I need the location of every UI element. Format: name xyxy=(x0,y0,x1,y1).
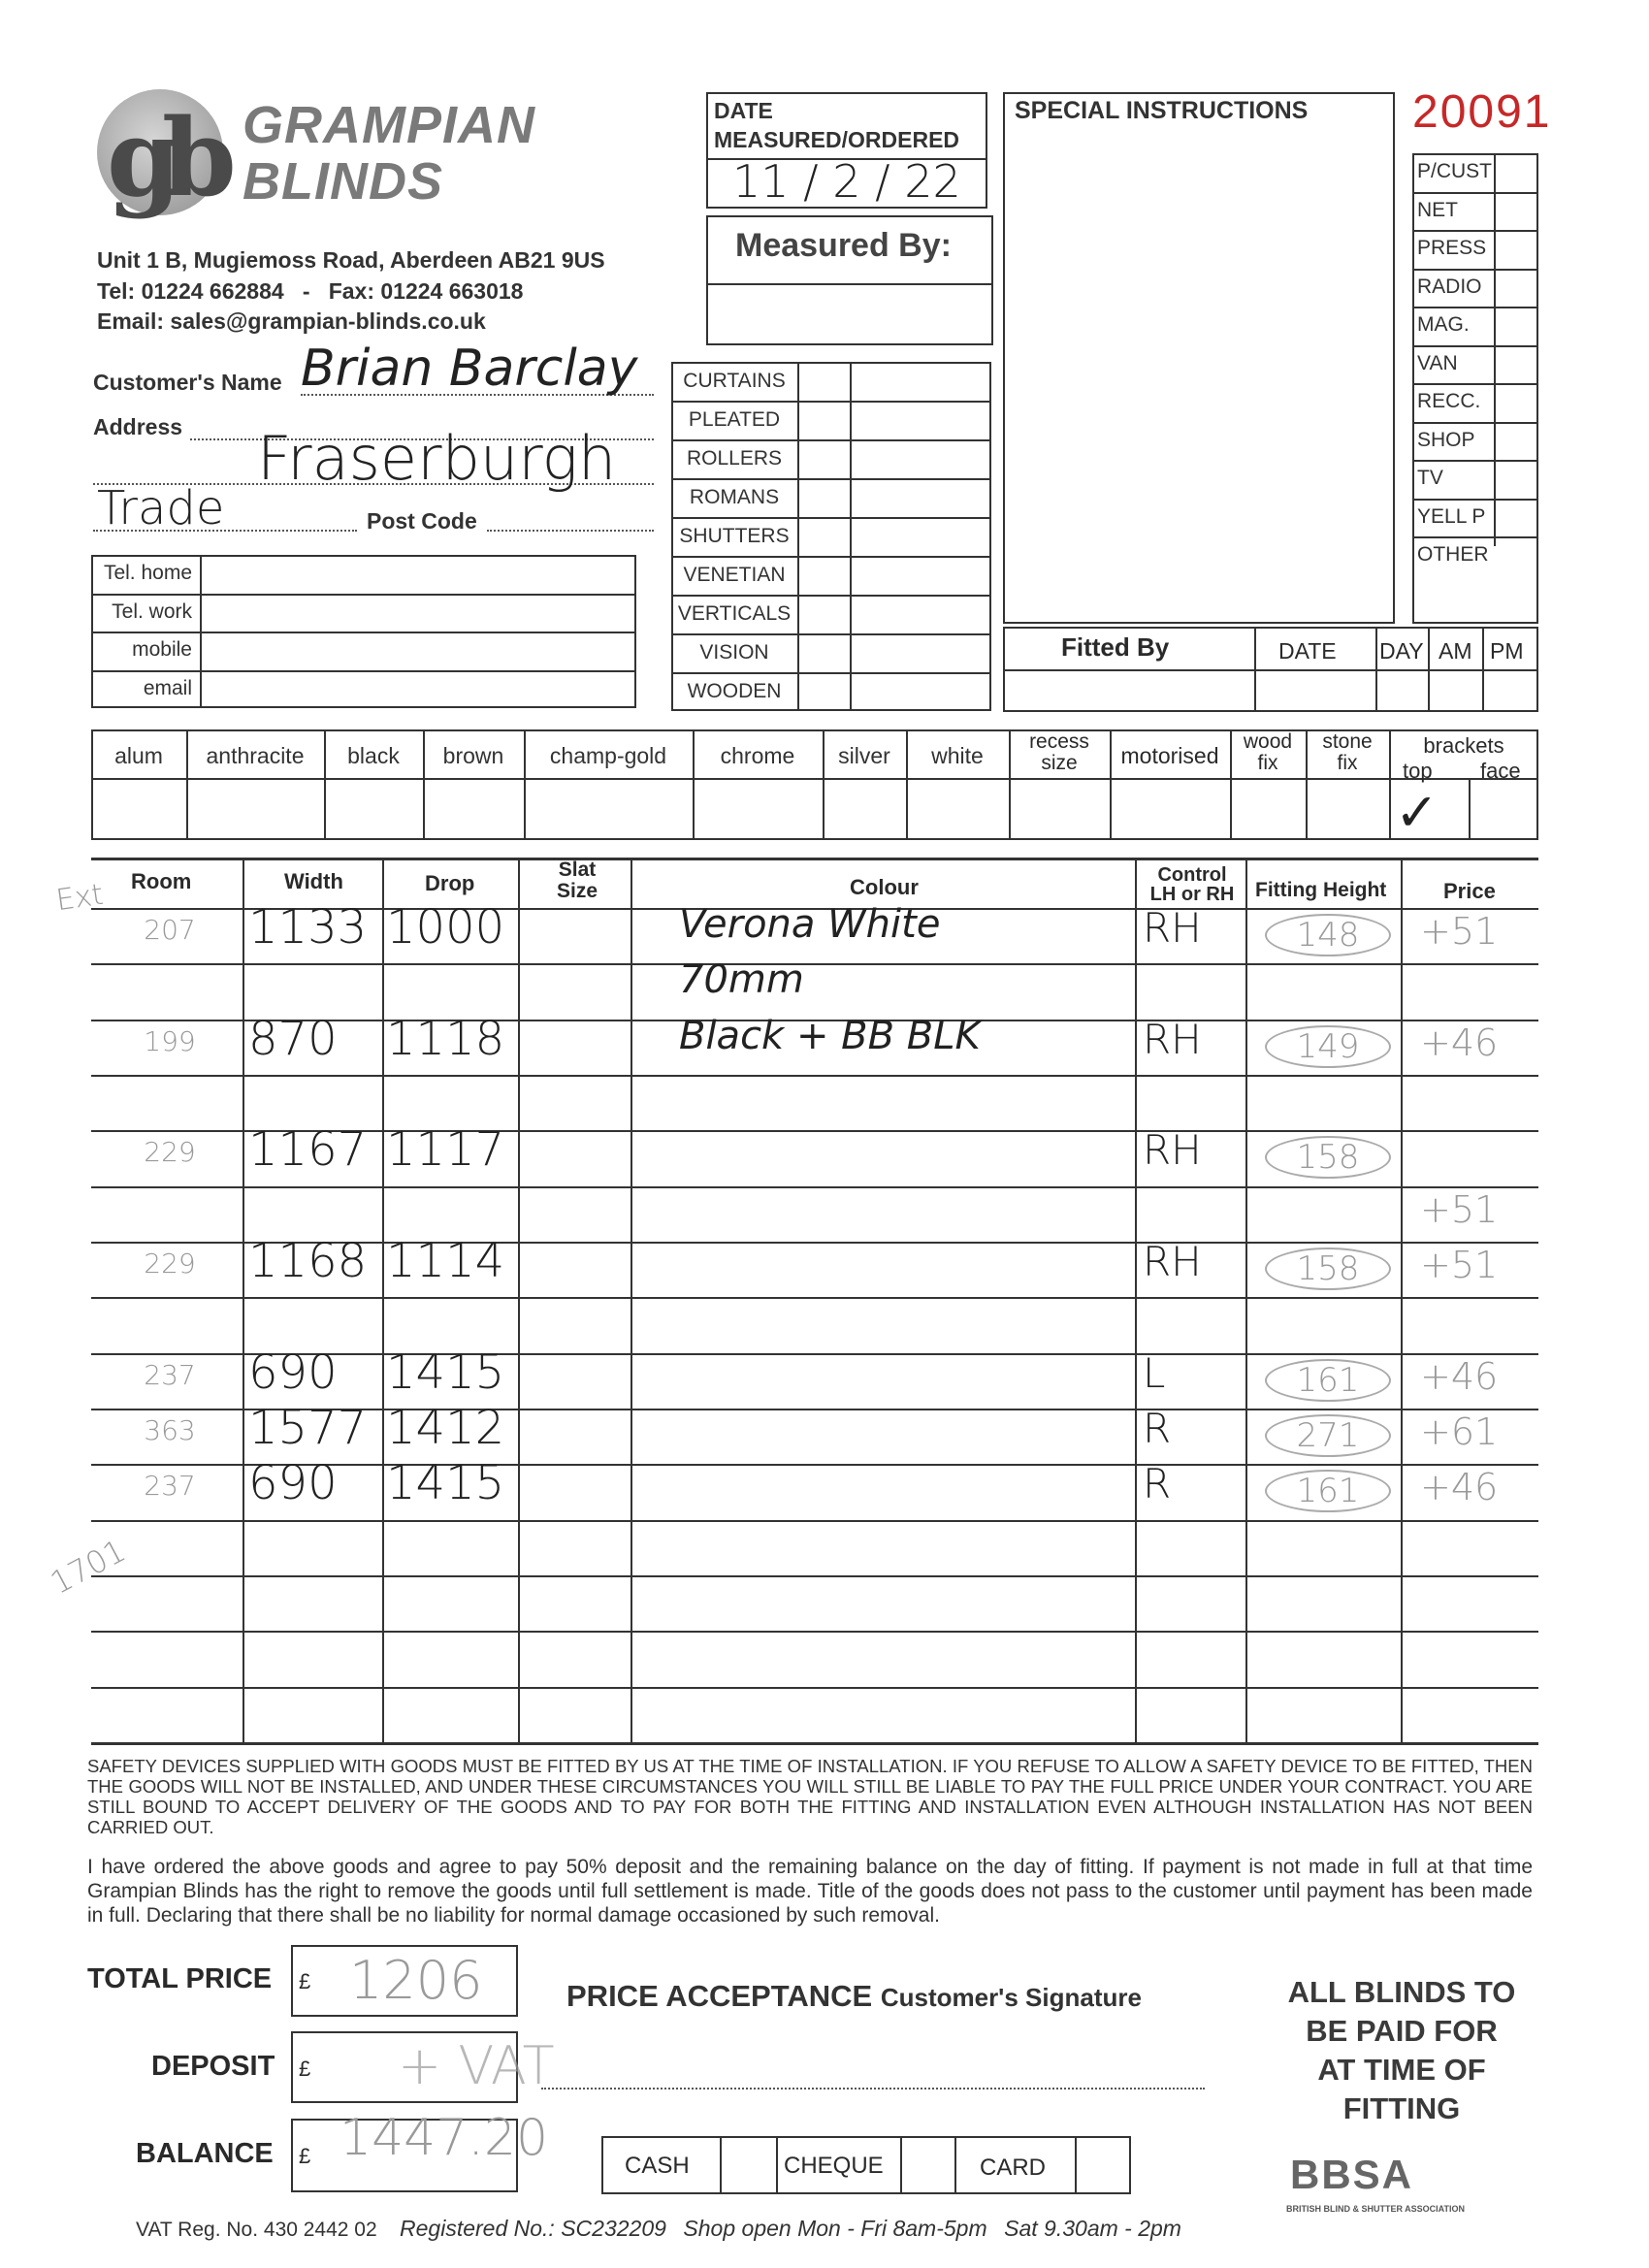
row-slat[interactable] xyxy=(522,1301,627,1348)
row-control[interactable]: RH xyxy=(1143,1238,1202,1285)
row-fitting-height[interactable]: 149 xyxy=(1265,1025,1391,1068)
product-row-line xyxy=(671,401,991,403)
source-label: PRESS xyxy=(1417,237,1487,259)
row-control[interactable]: RH xyxy=(1143,1126,1202,1175)
table-row-line xyxy=(91,1520,1538,1522)
company-name-line2: BLINDS xyxy=(242,152,443,211)
shop-hours-weekday: Shop open Mon - Fri 8am-5pm xyxy=(683,2216,987,2241)
postcode-label: Post Code xyxy=(367,508,477,534)
source-label: NET xyxy=(1417,198,1458,221)
option-check-cell[interactable] xyxy=(1114,782,1226,836)
table-top-border xyxy=(91,858,1538,860)
product-type-label: VERTICALS xyxy=(677,602,792,625)
col-control xyxy=(1137,865,1247,904)
option-check-cell[interactable] xyxy=(95,782,182,836)
source-label: TV xyxy=(1417,467,1443,489)
row-slat[interactable] xyxy=(522,1412,627,1460)
date-label-2: MEASURED/ORDERED xyxy=(714,127,960,152)
option-check-cell[interactable] xyxy=(826,782,902,836)
brackets-face-label: face xyxy=(1480,759,1521,783)
source-row-line xyxy=(1412,460,1538,462)
row-slat[interactable] xyxy=(522,1190,627,1238)
product-row-line xyxy=(671,478,991,480)
notice-line-2: BE PAID FOR xyxy=(1306,2014,1498,2048)
row-slat[interactable] xyxy=(522,1635,627,1682)
address-label: Address xyxy=(93,414,183,439)
product-type-label: ROLLERS xyxy=(686,447,783,470)
slat-label-1: Slat xyxy=(558,859,597,881)
source-check-cell[interactable] xyxy=(1496,234,1536,265)
source-check-cell[interactable] xyxy=(1496,464,1536,495)
product-type-label: WOODEN xyxy=(687,680,782,702)
row-drop[interactable]: 1000 xyxy=(386,900,505,955)
row-price[interactable]: +61 xyxy=(1420,1410,1499,1453)
product-row-line xyxy=(671,633,991,635)
company-tel: Tel: 01224 662884 xyxy=(97,278,284,304)
row-drop[interactable]: 1415 xyxy=(386,1345,505,1400)
fitted-col-4 xyxy=(1482,627,1484,712)
notice-line-3: AT TIME OF xyxy=(1317,2053,1486,2087)
contact-input[interactable] xyxy=(204,634,630,666)
row-room[interactable]: 237 xyxy=(144,1358,196,1391)
fitted-pm-label: PM xyxy=(1490,638,1524,664)
product-col-1 xyxy=(797,362,799,711)
product-check-cell[interactable] xyxy=(801,482,846,513)
product-row-line xyxy=(671,517,991,519)
option-silver: silver xyxy=(838,743,890,768)
row-control[interactable]: RH xyxy=(1143,1015,1202,1063)
row-slat[interactable] xyxy=(522,1134,627,1182)
row-width[interactable]: 690 xyxy=(248,1456,338,1511)
payment-notice xyxy=(1251,1973,1552,2128)
row-slat[interactable] xyxy=(522,1524,627,1571)
company-fax: Fax: 01224 663018 xyxy=(328,278,524,304)
contact-row-line xyxy=(91,670,636,672)
table-row-line xyxy=(91,1075,1538,1077)
row-slat[interactable] xyxy=(522,1079,627,1126)
contact-label: Tel. home xyxy=(103,562,192,584)
option-check-cell[interactable] xyxy=(190,782,320,836)
pay-col-5 xyxy=(1075,2136,1077,2194)
table-col-line xyxy=(518,858,520,1742)
row-price[interactable]: +51 xyxy=(1420,1244,1499,1286)
recess-label-1: recess xyxy=(1029,730,1089,753)
source-row-line xyxy=(1412,192,1538,194)
table-row-line xyxy=(91,1297,1538,1299)
row-price[interactable]: +46 xyxy=(1420,1021,1499,1064)
product-check-cell[interactable] xyxy=(801,599,846,630)
measured-by-label: Measured By: xyxy=(735,227,952,264)
source-label: VAN xyxy=(1417,351,1458,374)
control-label-1: Control xyxy=(1157,864,1227,886)
postcode-line xyxy=(487,530,654,532)
option-check-cell[interactable] xyxy=(328,782,419,836)
row-room[interactable]: 229 xyxy=(144,1136,196,1169)
acceptance-title: PRICE ACCEPTANCE xyxy=(566,1979,873,2013)
company-phone-line xyxy=(97,278,523,305)
date-label-1: DATE xyxy=(714,98,773,123)
row-slat[interactable] xyxy=(522,967,627,1015)
vat-number: VAT Reg. No. 430 2442 02 xyxy=(136,2219,377,2241)
option-anthracite: anthracite xyxy=(206,743,305,768)
tally-note: 1701 xyxy=(44,1532,132,1602)
row-colour[interactable]: 70mm xyxy=(679,957,804,1003)
deposit-currency: £ xyxy=(299,2057,311,2081)
row-fitting-height[interactable]: 271 xyxy=(1265,1414,1391,1457)
bbsa-caption: BRITISH BLIND & SHUTTER ASSOCIATION xyxy=(1286,2204,1465,2214)
source-row-line xyxy=(1412,345,1538,347)
measured-by-divider xyxy=(706,283,993,285)
source-row-line xyxy=(1412,307,1538,308)
source-check-cell[interactable] xyxy=(1496,310,1536,341)
acceptance-signature-label: Customer's Signature xyxy=(880,1983,1142,2012)
table-col-line xyxy=(1245,858,1247,1742)
product-check-cell[interactable] xyxy=(801,676,846,707)
product-type-label: VISION xyxy=(699,641,769,664)
row-room[interactable]: 237 xyxy=(144,1470,196,1503)
row-price[interactable]: +46 xyxy=(1420,1354,1499,1398)
source-row-line xyxy=(1412,383,1538,385)
table-row-line xyxy=(91,1631,1538,1633)
col-fitting-height: Fitting Height xyxy=(1255,879,1387,901)
source-label: YELL P xyxy=(1417,504,1486,528)
deposit-value: + VAT xyxy=(398,2035,555,2096)
agreement-notice: I have ordered the above goods and agree to pay 50% deposit and the remaining balance on the day of fitting. If payment is not made in full at that time Grampian Blinds has the right to remove the goods until full settlement is made. Title of the goods does not pass to the customer until payment has been made in full. Declaring that there shall be no liability for normal damage occasioned by such removal. xyxy=(87,1856,1533,1927)
row-room[interactable]: 199 xyxy=(144,1024,196,1057)
row-fitting-height[interactable]: 148 xyxy=(1265,914,1391,956)
col-price: Price xyxy=(1443,879,1496,903)
table-bottom-border xyxy=(91,1742,1538,1745)
wood-label-2: fix xyxy=(1257,752,1278,774)
source-check-cell[interactable] xyxy=(1496,196,1536,227)
contact-row-line xyxy=(91,632,636,633)
source-row-line xyxy=(1412,536,1538,538)
customer-name-value[interactable]: Brian Barclay xyxy=(301,340,638,398)
pay-col-4 xyxy=(954,2136,956,2194)
col-room: Room xyxy=(131,869,192,893)
table-col-line xyxy=(1135,858,1137,1742)
card-label: CARD xyxy=(980,2155,1047,2181)
source-check-cell[interactable] xyxy=(1496,273,1536,304)
row-fitting-height[interactable]: 161 xyxy=(1265,1359,1391,1402)
row-slat[interactable] xyxy=(522,1579,627,1627)
product-type-label: SHUTTERS xyxy=(679,525,790,547)
order-number: 20091 xyxy=(1412,86,1552,138)
option-black: black xyxy=(347,743,400,768)
fitted-col-1 xyxy=(1254,627,1256,712)
row-drop[interactable]: 1114 xyxy=(386,1234,505,1288)
company-email: Email: sales@grampian-blinds.co.uk xyxy=(97,308,486,334)
slat-label-2: Size xyxy=(556,880,598,902)
recess-size-label xyxy=(1009,731,1110,774)
option-chrome: chrome xyxy=(720,743,795,768)
col-slat-size xyxy=(538,859,616,902)
table-col-line xyxy=(242,858,244,1742)
product-row-line xyxy=(671,439,991,441)
row-colour[interactable]: Verona White xyxy=(679,902,941,947)
fitted-col-3 xyxy=(1428,627,1430,712)
deposit-label: DEPOSIT xyxy=(151,2051,275,2082)
product-type-label: PLEATED xyxy=(688,408,781,431)
product-check-cell[interactable] xyxy=(801,521,846,552)
source-label: MAG. xyxy=(1417,313,1470,336)
source-row-line xyxy=(1412,499,1538,501)
product-type-label: CURTAINS xyxy=(683,370,786,392)
product-row-line xyxy=(671,672,991,674)
brackets-top-check[interactable]: ✓ xyxy=(1395,782,1439,843)
row-price[interactable]: +51 xyxy=(1420,910,1499,953)
pay-col-3 xyxy=(900,2136,902,2194)
source-row-line xyxy=(1412,269,1538,271)
total-price-label: TOTAL PRICE xyxy=(87,1963,273,1994)
option-check-cell[interactable] xyxy=(696,782,819,836)
row-fitting-height[interactable]: 161 xyxy=(1265,1470,1391,1512)
margin-note: Ext xyxy=(53,877,106,919)
option-check-cell[interactable] xyxy=(1310,782,1385,836)
price-acceptance-label xyxy=(566,1979,1142,2014)
fitted-by-divider xyxy=(1003,669,1538,671)
total-currency: £ xyxy=(299,1969,311,1993)
row-width[interactable]: 1168 xyxy=(248,1234,368,1288)
stone-label-1: stone xyxy=(1322,730,1373,753)
row-control[interactable]: R xyxy=(1143,1405,1172,1452)
row-control[interactable]: R xyxy=(1143,1460,1172,1508)
source-label: RADIO xyxy=(1417,275,1482,298)
source-label: SHOP xyxy=(1417,428,1475,451)
option-alum: alum xyxy=(114,743,163,768)
product-type-label: ROMANS xyxy=(689,486,780,508)
total-price-value: 1206 xyxy=(349,1950,483,2011)
table-col-line xyxy=(630,858,632,1742)
balance-currency: £ xyxy=(299,2144,311,2168)
brackets-label: brackets xyxy=(1423,733,1504,758)
row-width[interactable]: 1577 xyxy=(248,1401,368,1455)
col-width: Width xyxy=(284,869,343,893)
wood-label-1: wood xyxy=(1243,730,1293,753)
fitted-by-label: Fitted By xyxy=(1061,632,1170,662)
special-instructions-label: SPECIAL INSTRUCTIONS xyxy=(1015,97,1309,124)
option-check-cell[interactable] xyxy=(1234,782,1302,836)
registered-number: Registered No.: SC232209 xyxy=(400,2216,666,2241)
customer-name-label: Customer's Name xyxy=(93,370,282,395)
balance-value: 1447.20 xyxy=(340,2109,549,2167)
option-white: white xyxy=(931,743,984,768)
product-check-cell[interactable] xyxy=(801,560,846,591)
row-price[interactable]: +51 xyxy=(1420,1187,1499,1231)
row-slat[interactable] xyxy=(522,1691,627,1738)
pay-col-1 xyxy=(720,2136,722,2194)
col-drop: Drop xyxy=(425,871,475,895)
row-drop[interactable]: 1412 xyxy=(386,1401,505,1455)
stone-fix-label xyxy=(1306,731,1389,774)
fitted-day-label: DAY xyxy=(1379,638,1424,664)
source-check-cell[interactable] xyxy=(1496,502,1536,534)
trade-value[interactable]: Trade xyxy=(97,481,225,535)
address-value[interactable]: Fraserburgh xyxy=(257,423,617,494)
row-width[interactable]: 1167 xyxy=(248,1122,368,1178)
logo-letters: gb xyxy=(107,95,217,220)
row-width[interactable]: 1133 xyxy=(248,900,368,955)
special-instructions-box[interactable] xyxy=(1003,92,1395,624)
row-room[interactable]: 229 xyxy=(144,1247,196,1280)
phone-separator: - xyxy=(302,278,310,304)
recess-label-2: size xyxy=(1041,752,1078,774)
row-room[interactable]: 207 xyxy=(144,914,196,946)
option-champ-gold: champ-gold xyxy=(549,743,667,768)
source-check-cell[interactable] xyxy=(1496,349,1536,380)
pay-col-2 xyxy=(776,2136,778,2194)
contact-input[interactable] xyxy=(204,673,630,705)
product-check-cell[interactable] xyxy=(801,405,846,436)
row-width[interactable]: 870 xyxy=(248,1011,338,1066)
contact-label: mobile xyxy=(132,638,192,661)
row-drop[interactable]: 1415 xyxy=(386,1456,505,1511)
source-check-cell[interactable] xyxy=(1496,426,1536,457)
notice-line-4: FITTING xyxy=(1342,2091,1461,2125)
footer xyxy=(136,2216,1181,2242)
wood-fix-label xyxy=(1230,731,1306,774)
fitted-col-2 xyxy=(1375,627,1377,712)
company-name-line1: GRAMPIAN xyxy=(242,96,535,154)
row-slat[interactable] xyxy=(522,1023,627,1071)
table-row-line xyxy=(91,1186,1538,1188)
source-label: P/CUST xyxy=(1417,160,1493,182)
cheque-label: CHEQUE xyxy=(784,2153,884,2179)
fitted-am-label: AM xyxy=(1439,638,1472,664)
row-slat[interactable] xyxy=(522,1246,627,1293)
option-check-cell[interactable] xyxy=(427,782,520,836)
option-check-cell[interactable] xyxy=(910,782,1005,836)
contact-label: Tel. work xyxy=(112,599,192,623)
row-slat[interactable] xyxy=(522,912,627,959)
row-width[interactable]: 690 xyxy=(248,1345,338,1400)
col-colour: Colour xyxy=(850,875,919,899)
address-line-3 xyxy=(93,530,357,532)
product-check-cell[interactable] xyxy=(801,637,846,668)
contact-input[interactable] xyxy=(204,558,630,590)
cash-label: CASH xyxy=(625,2153,690,2179)
product-row-line xyxy=(671,595,991,597)
row-drop[interactable]: 1117 xyxy=(386,1122,505,1178)
source-label: OTHER xyxy=(1417,543,1489,566)
shop-hours-saturday: Sat 9.30am - 2pm xyxy=(1004,2216,1181,2241)
product-check-cell[interactable] xyxy=(801,366,846,397)
notice-line-1: ALL BLINDS TO xyxy=(1287,1975,1516,2009)
row-control[interactable]: RH xyxy=(1143,904,1202,952)
control-label-2: LH or RH xyxy=(1149,884,1235,905)
row-slat[interactable] xyxy=(522,1357,627,1405)
product-col-2 xyxy=(850,362,852,711)
date-value[interactable]: 11 / 2 / 22 xyxy=(732,155,961,208)
row-room[interactable]: 363 xyxy=(144,1414,196,1446)
row-slat[interactable] xyxy=(522,1468,627,1515)
company-address: Unit 1 B, Mugiemoss Road, Aberdeen AB21 9US xyxy=(97,247,605,273)
source-check-cell[interactable] xyxy=(1496,387,1536,418)
contact-row-line xyxy=(91,594,636,596)
table-col-line xyxy=(1401,858,1403,1742)
product-type-label: VENETIAN xyxy=(683,564,786,586)
table-row-line xyxy=(91,1575,1538,1577)
table-col-line xyxy=(382,858,384,1742)
row-drop[interactable]: 1118 xyxy=(386,1011,505,1066)
row-fitting-height[interactable]: 158 xyxy=(1265,1247,1391,1290)
row-colour[interactable]: Black + BB BLK xyxy=(679,1013,981,1058)
row-price[interactable]: +46 xyxy=(1420,1466,1499,1509)
option-brown: brown xyxy=(442,743,504,768)
source-label: RECC. xyxy=(1417,390,1481,412)
safety-notice: SAFETY DEVICES SUPPLIED WITH GOODS MUST BE FITTED BY US AT THE TIME OF INSTALLATION. IF YOU REFUSE TO ALLOW A SAFETY DEVICE TO BE FITTED, THEN THE GOODS WILL NOT BE INSTALLED, AND UNDER THESE CIRCUMSTANCES YOU WILL STILL BE LIABLE TO PAY THE FULL PRICE UNDER YOUR CONTRACT. YOU ARE STILL BOUND TO ACCEPT DELIVERY OF THE GOODS AND TO PAY FOR BOTH THE FITTING AND INSTALLATION EVEN ALTHOUGH INSTALLATION HAS NOT BEEN CARRIED OUT. xyxy=(87,1756,1533,1837)
bbsa-logo: BBSA xyxy=(1290,2152,1414,2197)
row-control[interactable]: L xyxy=(1143,1348,1166,1397)
table-row-line xyxy=(91,1687,1538,1689)
fitted-date-label: DATE xyxy=(1278,638,1337,664)
contact-label: email xyxy=(143,676,192,699)
source-check-cell[interactable] xyxy=(1496,157,1536,188)
motorised-label: motorised xyxy=(1120,743,1219,768)
product-check-cell[interactable] xyxy=(801,443,846,474)
contact-input[interactable] xyxy=(204,597,630,629)
source-row-line xyxy=(1412,230,1538,232)
option-check-cell[interactable] xyxy=(1013,782,1106,836)
brackets-top-label: top xyxy=(1403,759,1433,783)
row-fitting-height[interactable]: 158 xyxy=(1265,1136,1391,1179)
stone-label-2: fix xyxy=(1337,752,1358,774)
option-check-cell[interactable] xyxy=(528,782,689,836)
balance-label: BALANCE xyxy=(136,2138,274,2169)
signature-line[interactable] xyxy=(541,2088,1205,2090)
options-divider xyxy=(91,778,1538,780)
product-row-line xyxy=(671,556,991,558)
source-row-line xyxy=(1412,422,1538,424)
